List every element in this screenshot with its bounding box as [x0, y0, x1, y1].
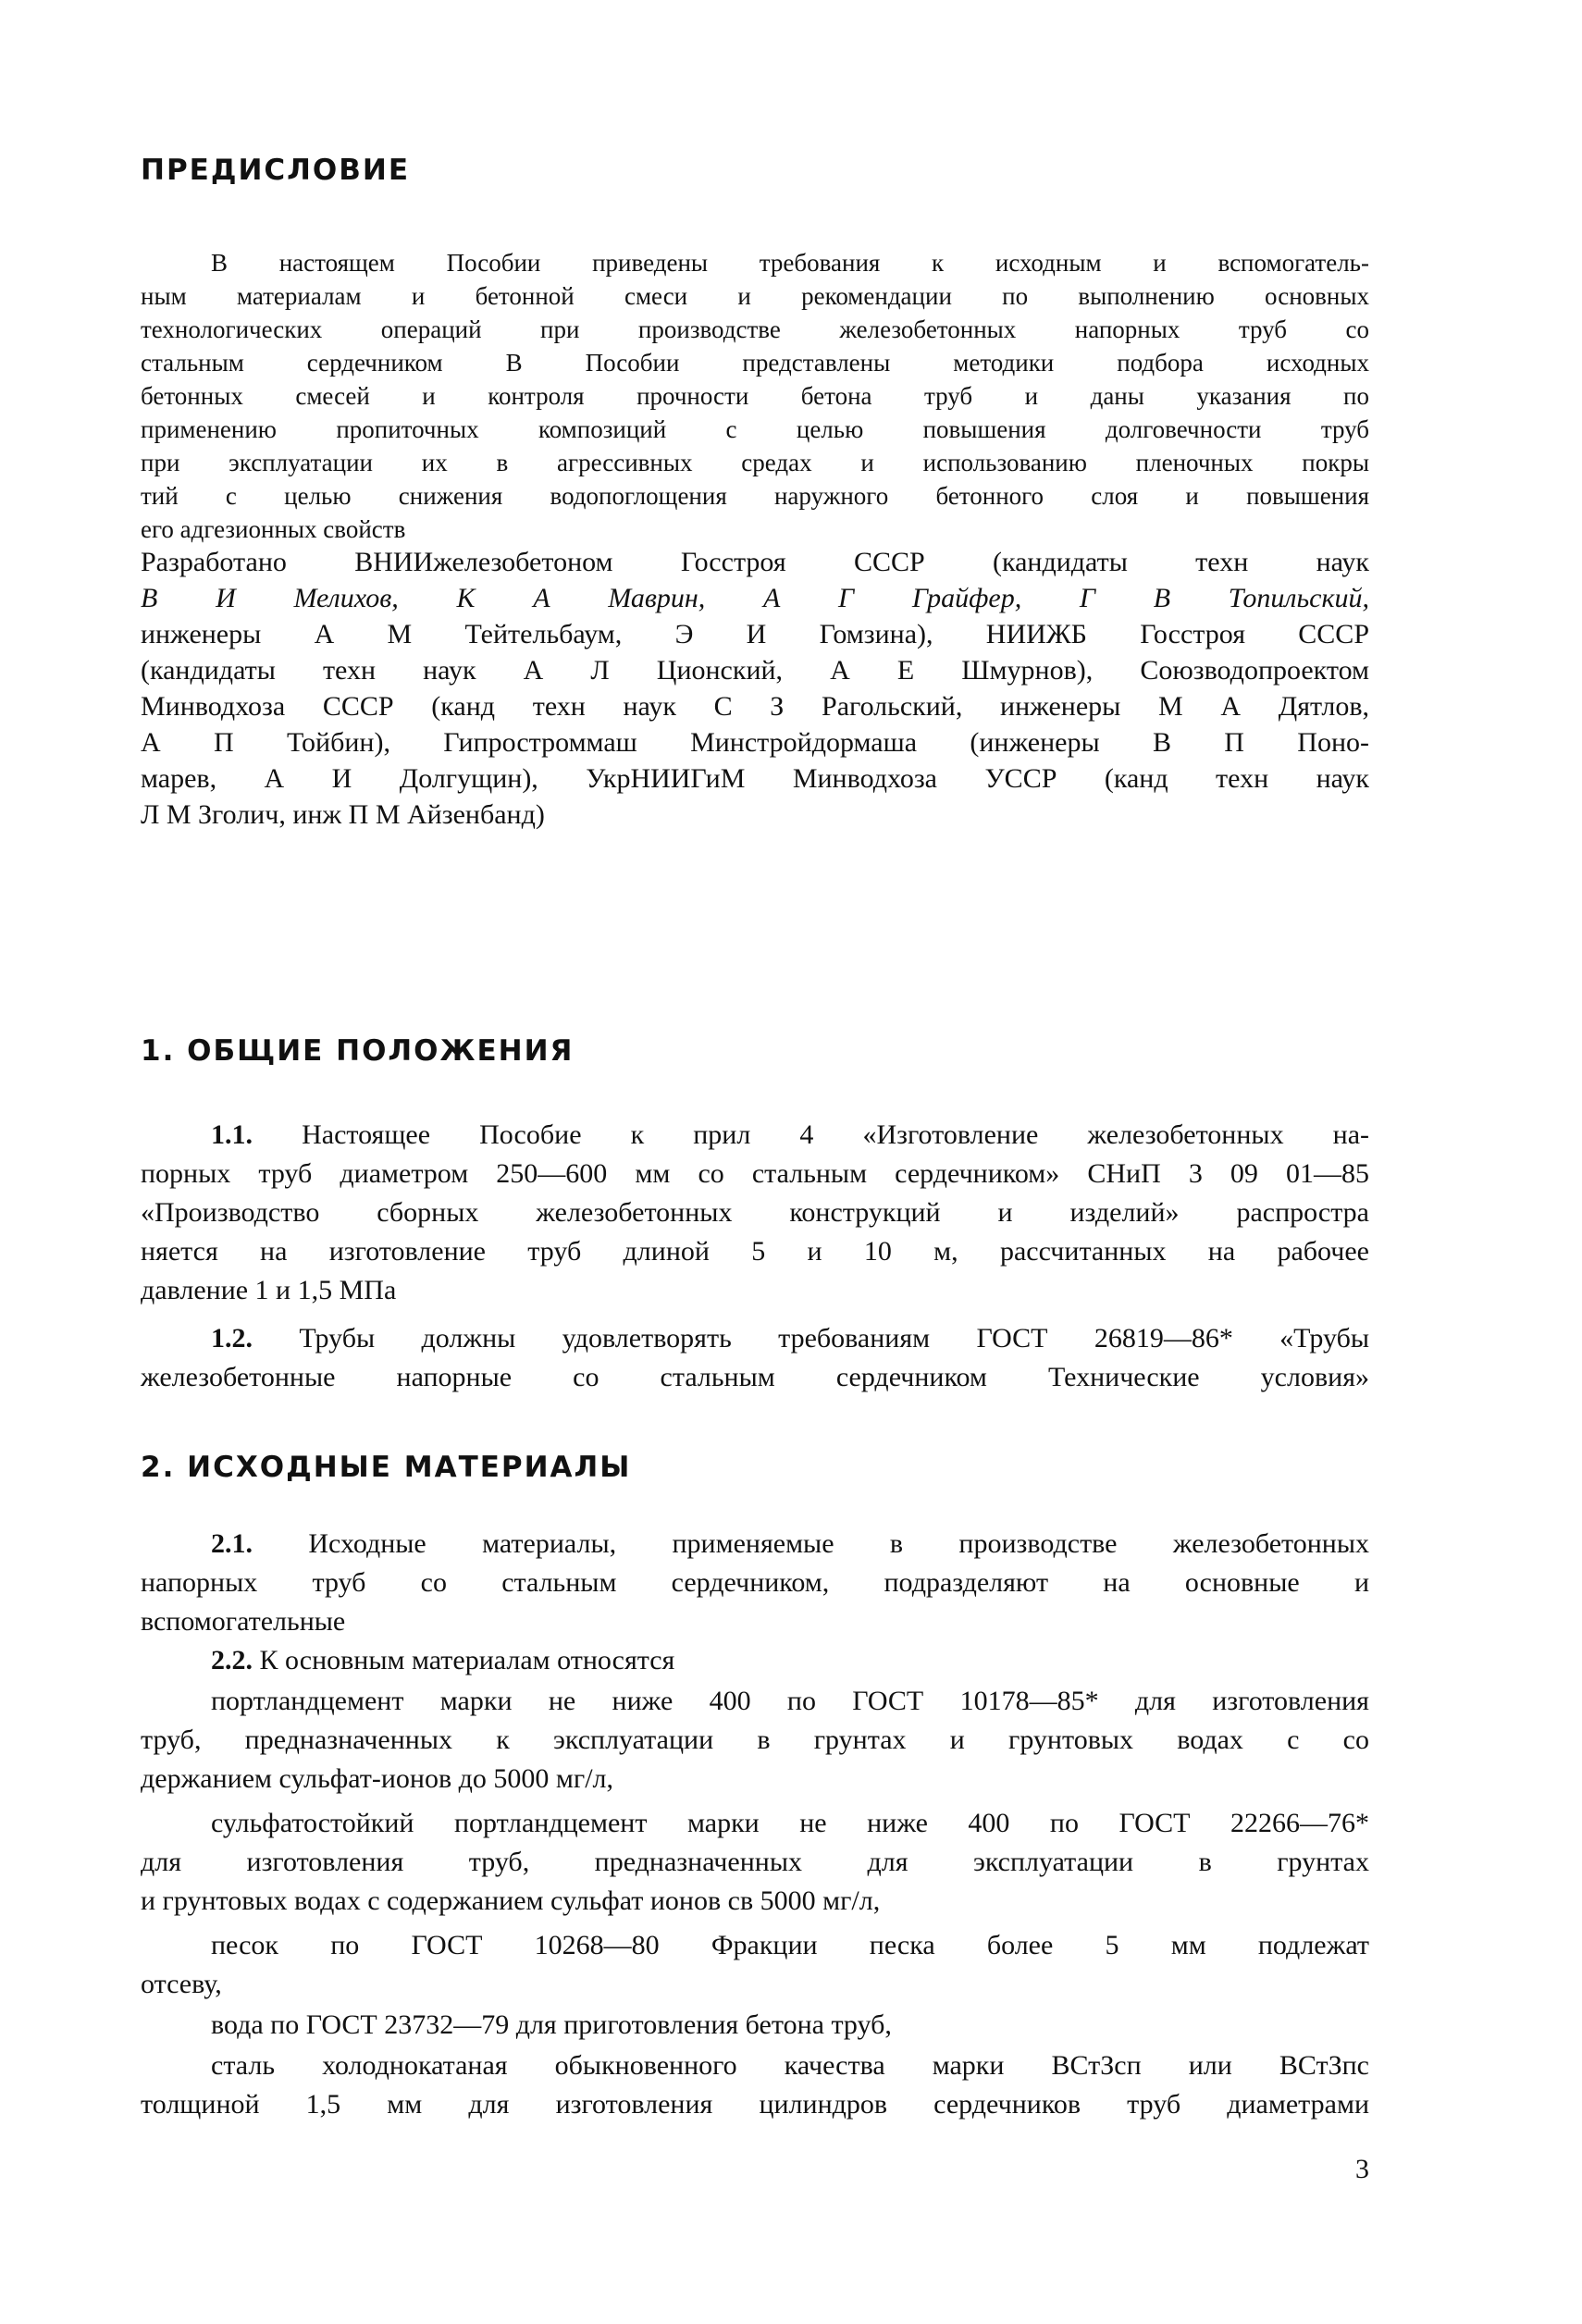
clause-2-2: [141, 1641, 1369, 1680]
document-page: [141, 0, 1369, 2324]
text-line: портландцемент марки не ниже 400 по ГОСТ 10178—85* для изготовления: [211, 1686, 1369, 1716]
clause-number: 1.1.: [211, 1119, 253, 1150]
text-line: и грунтовых водах с содержанием сульфат ионов св 5000 мг/л,: [141, 1885, 881, 1916]
text-line: «Производство сборных железобетонных конструкций и изделий» распростра: [141, 1197, 1369, 1228]
text-line: [141, 1641, 1369, 1680]
clause-1-2: [141, 1319, 1369, 1397]
material-item-sand: [141, 1926, 1369, 2004]
text-line: марев, А И Долгущин), УкрНИИГиМ Минводхоза УССР (канд техн наук: [141, 763, 1369, 794]
text-line: железобетонные напорные со стальным сердечником Технические условия»: [141, 1362, 1369, 1392]
text-line: [141, 1116, 1369, 1155]
material-item-sulfate-resistant-cement: [141, 1804, 1369, 1921]
text-line: няется на изготовление труб длиной 5 и 10 м, рассчитанных на рабочее: [141, 1236, 1369, 1267]
text-line: его адгезионных свойств: [141, 515, 406, 543]
text-line: вода по ГОСТ 23732—79 для приготовления бетона труб,: [211, 2009, 892, 2040]
text-line: В И Мелихов, К А Маврин, А Г Грайфер, Г В Топильский,: [141, 583, 1369, 613]
text-line: ным материалам и бетонной смеси и рекомендации по выполнению основных: [141, 282, 1369, 310]
preface-authors-paragraph: [141, 544, 1369, 833]
text-line: А П Тойбин), Гипростроммаш Минстройдормаша (инженеры В П Поно-: [141, 727, 1369, 758]
section-1-heading: 1. ОБЩИЕ ПОЛОЖЕНИЯ: [141, 1034, 575, 1068]
clause-text: Исходные материалы, применяемые в производстве железобетонных: [308, 1528, 1369, 1559]
material-item-portland-cement: [141, 1682, 1369, 1799]
clause-number: 2.2.: [211, 1645, 253, 1675]
clause-number: 1.2.: [211, 1323, 253, 1354]
text-line: стальным сердечником В Пособии представлены методики подбора исходных: [141, 349, 1369, 377]
text-line: песок по ГОСТ 10268—80 Фракции песка более 5 мм подлежат: [211, 1930, 1369, 1960]
text-line: применению пропиточных композиций с целью повышения долговечности труб: [141, 415, 1369, 443]
preface-intro-paragraph: [141, 246, 1369, 546]
text-line: Л М Зголич, инж П М Айзенбанд): [141, 799, 545, 830]
text-line: порных труб диаметром 250—600 мм со стальным сердечником» СНиП 3 09 01—85: [141, 1158, 1369, 1189]
text-line: Разработано ВНИИжелезобетоном Госстроя СССР (кандидаты техн наук: [141, 547, 1369, 577]
clause-2-1: [141, 1525, 1369, 1641]
clause-text: Трубы должны удовлетворять требованиям ГОСТ 26819—86* «Трубы: [299, 1323, 1369, 1354]
text-line: сульфатостойкий портландцемент марки не ниже 400 по ГОСТ 22266—76*: [211, 1808, 1369, 1838]
text-line: напорных труб со стальным сердечником, подразделяют на основные и: [141, 1567, 1369, 1598]
preface-heading: ПРЕДИСЛОВИЕ: [141, 154, 410, 187]
clause-text: К основным материалам относятся: [259, 1645, 675, 1675]
text-line: [141, 1525, 1369, 1564]
text-line: Минводхоза СССР (канд техн наук С З Рагольский, инженеры М А Дятлов,: [141, 691, 1369, 722]
text-line: толщиной 1,5 мм для изготовления цилиндров сердечников труб диаметрами: [141, 2089, 1369, 2120]
text-line: [141, 1319, 1369, 1358]
text-line: (кандидаты техн наук А Л Ционский, А Е Шмурнов), Союзводопроектом: [141, 655, 1369, 686]
text-line: при эксплуатации их в агрессивных средах и использованию пленочных покры: [141, 449, 1369, 476]
text-line: В настоящем Пособии приведены требования к исходным и вспомогатель-: [211, 249, 1369, 277]
text-line: отсеву,: [141, 1969, 222, 1999]
clause-text: Настоящее Пособие к прил 4 «Изготовление железобетонных на-: [302, 1119, 1370, 1150]
text-line: инженеры А М Тейтельбаум, Э И Гомзина), НИИЖБ Госстроя СССР: [141, 619, 1369, 649]
clause-number: 2.1.: [211, 1528, 253, 1559]
text-line: труб, предназначенных к эксплуатации в грунтах и грунтовых водах с со: [141, 1724, 1369, 1755]
material-item-water: [141, 2006, 1369, 2045]
text-line: технологических операций при производстве железобетонных напорных труб со: [141, 315, 1369, 343]
text-line: для изготовления труб, предназначенных для эксплуатации в грунтах: [141, 1847, 1369, 1877]
text-line: давление 1 и 1,5 МПа: [141, 1275, 397, 1305]
clause-1-1: [141, 1116, 1369, 1310]
section-2-heading: 2. ИСХОДНЫЕ МАТЕРИАЛЫ: [141, 1451, 632, 1484]
material-item-steel: [141, 2046, 1369, 2124]
text-line: держанием сульфат-ионов до 5000 мг/л,: [141, 1763, 613, 1794]
text-line: вспомогательные: [141, 1606, 346, 1637]
page-number: 3: [1355, 2154, 1369, 2184]
text-line: бетонных смесей и контроля прочности бетона труб и даны указания по: [141, 382, 1369, 410]
text-line: сталь холоднокатаная обыкновенного качества марки ВСтЗсп или ВСтЗпс: [211, 2050, 1369, 2081]
text-line: тий с целью снижения водопоглощения наружного бетонного слоя и повышения: [141, 482, 1369, 510]
